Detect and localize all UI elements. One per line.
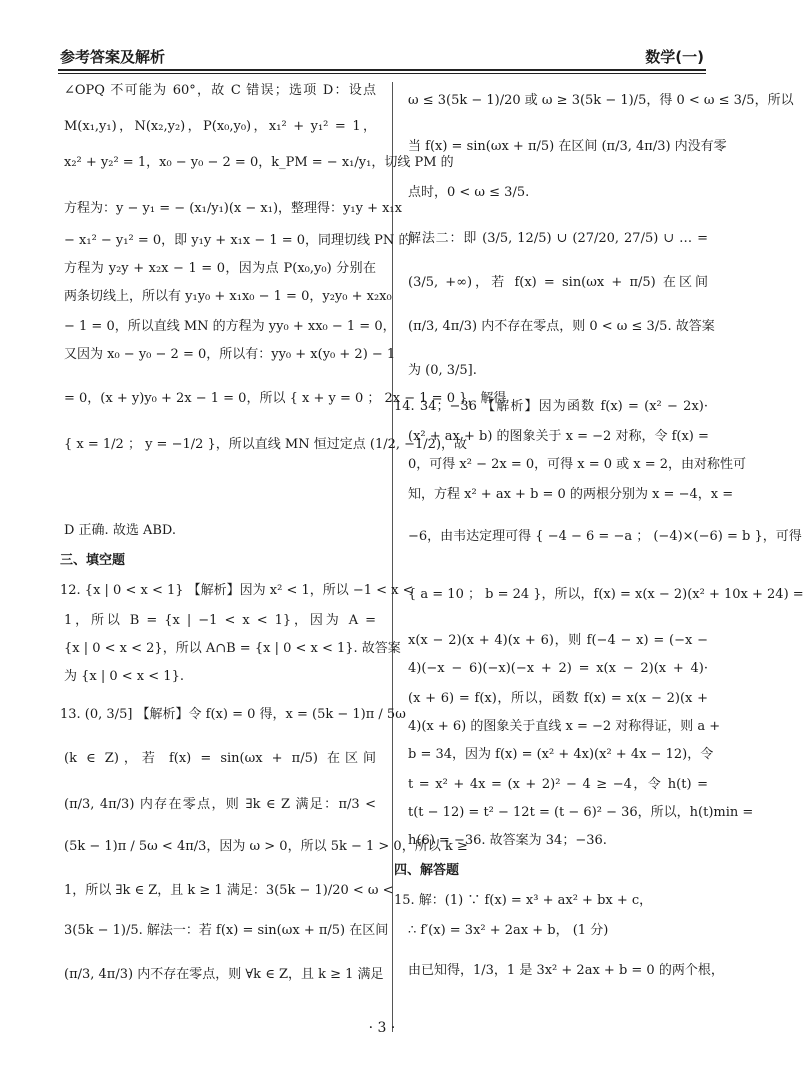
text-line: 由已知得，1/3，1 是 3x² + 2ax + b = 0 的两个根， (408, 963, 724, 978)
text-line: −6，由韦达定理可得 { −4 − 6 = −a ； (−4)×(−6) = b }，可得 (408, 529, 802, 544)
text-line: 为 (0, 3/5]. (408, 363, 477, 378)
text-line: − 1 = 0，所以直线 MN 的方程为 yy₀ + xx₀ − 1 = 0， (64, 319, 396, 334)
text-line: 方程为：y − y₁ = − (x₁/y₁)(x − x₁)，整理得：y₁y + x₁x (64, 201, 402, 216)
text-line: 为 {x | 0 < x < 1}. (64, 669, 184, 684)
text-line: ∠OPQ 不可能为 60°，故 C 错误；选项 D：设点 (64, 83, 376, 98)
text-line: ω ≤ 3(5k − 1)/20 或 ω ≥ 3(5k − 1)/5，得 0 < ω ≤ 3/5，所以 (408, 93, 794, 108)
text-line: x(x − 2)(x + 4)(x + 6)，则 f(−4 − x) = (−x − (408, 633, 708, 648)
text-line: 知，方程 x² + ax + b = 0 的两根分别为 x = −4，x = (408, 487, 734, 502)
text-line: { a = 10 ； b = 24 }，所以，f(x) = x(x − 2)(x² + 10x + 24) = (408, 587, 804, 602)
text-line: { x = 1/2 ； y = −1/2 }，所以直线 MN 恒过定点 (1/2, −1/2)，故 (64, 437, 468, 452)
text-line: 当 f(x) = sin(ωx + π/5) 在区间 (π/3, 4π/3) 内没有零 (408, 139, 727, 154)
header-rule (58, 69, 706, 71)
text-line: 4)(−x − 6)(−x)(−x + 2) = x(x − 2)(x + 4)· (408, 661, 708, 676)
text-line: h(6) = −36. 故答案为 34；−36. (408, 833, 607, 848)
text-line: t(t − 12) = t² − 12t = (t − 6)² − 36，所以，h(t)min = (408, 805, 754, 820)
text-line: (3/5, +∞)，若 f(x) = sin(ωx + π/5) 在区间 (408, 275, 708, 290)
text-line: (x² + ax + b) 的图象关于 x = −2 对称，令 f(x) = (408, 429, 709, 444)
header-title-left: 参考答案及解析 (60, 48, 166, 66)
text-line: (π/3, 4π/3) 内存在零点，则 ∃k ∈ Z 满足：π/3 < (64, 797, 376, 812)
text-line: (5k − 1)π / 5ω < 4π/3，因为 ω > 0，所以 5k − 1 > 0，所以 k ≥ (64, 839, 468, 854)
text-line: 4)(x + 6) 的图象关于直线 x = −2 对称得证，则 a + (408, 719, 721, 734)
text-line: M(x₁,y₁)，N(x₂,y₂)，P(x₀,y₀)，x₁² + y₁² = 1， (64, 119, 376, 134)
text-line: = 0，(x + y)y₀ + 2x − 1 = 0，所以 { x + y = 0 ； 2x − 1 = 0 }，解得 (64, 391, 507, 406)
text-line: 13. (0, 3/5] 【解析】令 f(x) = 0 得，x = (5k − 1)π / 5ω (60, 707, 406, 722)
text-line: 12. {x | 0 < x < 1} 【解析】因为 x² < 1，所以 −1 < x < (60, 583, 414, 598)
text-line: 14. 34；−36 【解析】因为函数 f(x) = (x² − 2x)· (394, 399, 708, 414)
text-line: (π/3, 4π/3) 内不存在零点，则 ∀k ∈ Z，且 k ≥ 1 满足 (64, 967, 384, 982)
text-line: 解法二：即 (3/5, 12/5) ∪ (27/20, 27/5) ∪ … = (408, 231, 708, 246)
section-heading: 四、解答题 (394, 863, 460, 878)
text-line: 点时，0 < ω ≤ 3/5. (408, 185, 530, 200)
text-line: 又因为 x₀ − y₀ − 2 = 0，所以有：yy₀ + x(y₀ + 2) − 1 (64, 347, 396, 362)
text-line: 3(5k − 1)/5. 解法一：若 f(x) = sin(ωx + π/5) 在区间 (64, 923, 389, 938)
section-heading: 三、填空题 (60, 553, 126, 568)
text-line: 方程为 y₂y + x₂x − 1 = 0，因为点 P(x₀,y₀) 分别在 (64, 261, 376, 276)
text-line: 0，可得 x² − 2x = 0，可得 x = 0 或 x = 2，由对称性可 (408, 457, 747, 472)
text-line: 两条切线上，所以有 y₁y₀ + x₁x₀ − 1 = 0，y₂y₀ + x₂x₀ (64, 289, 392, 304)
text-line: x₂² + y₂² = 1，x₀ − y₀ − 2 = 0，k_PM = − x₁/y₁，切线 PM 的 (64, 155, 454, 170)
page-number: · 3 · (368, 1020, 396, 1036)
text-line: 1，所以 ∃k ∈ Z，且 k ≥ 1 满足：3(5k − 1)/20 < ω < (64, 883, 394, 898)
text-line: − x₁² − y₁² = 0，即 y₁y + x₁x − 1 = 0，同理切线 PN 的 (64, 233, 412, 248)
header-title-right: 数学(一) (645, 48, 704, 66)
text-line: D 正确. 故选 ABD. (64, 523, 176, 538)
header-rule-thin (58, 73, 706, 74)
text-line: (k ∈ Z)，若 f(x) = sin(ωx + π/5) 在区间 (64, 751, 376, 766)
text-line: {x | 0 < x < 2}，所以 A∩B = {x | 0 < x < 1}. 故答案 (64, 641, 401, 656)
text-line: 1，所以 B = {x | −1 < x < 1}，因为 A = (64, 613, 376, 628)
text-line: (x + 6) = f(x)，所以，函数 f(x) = x(x − 2)(x + (408, 691, 708, 706)
text-line: ∴ f′(x) = 3x² + 2ax + b， (1 分) (408, 923, 609, 938)
text-line: t = x² + 4x = (x + 2)² − 4 ≥ −4，令 h(t) = (408, 777, 708, 792)
text-line: (π/3, 4π/3) 内不存在零点，则 0 < ω ≤ 3/5. 故答案 (408, 319, 715, 334)
page-header (58, 44, 706, 74)
text-line: b = 34，因为 f(x) = (x² + 4x)(x² + 4x − 12)，令 (408, 747, 714, 762)
text-line: 15. 解：(1) ∵ f(x) = x³ + ax² + bx + c， (394, 893, 653, 908)
